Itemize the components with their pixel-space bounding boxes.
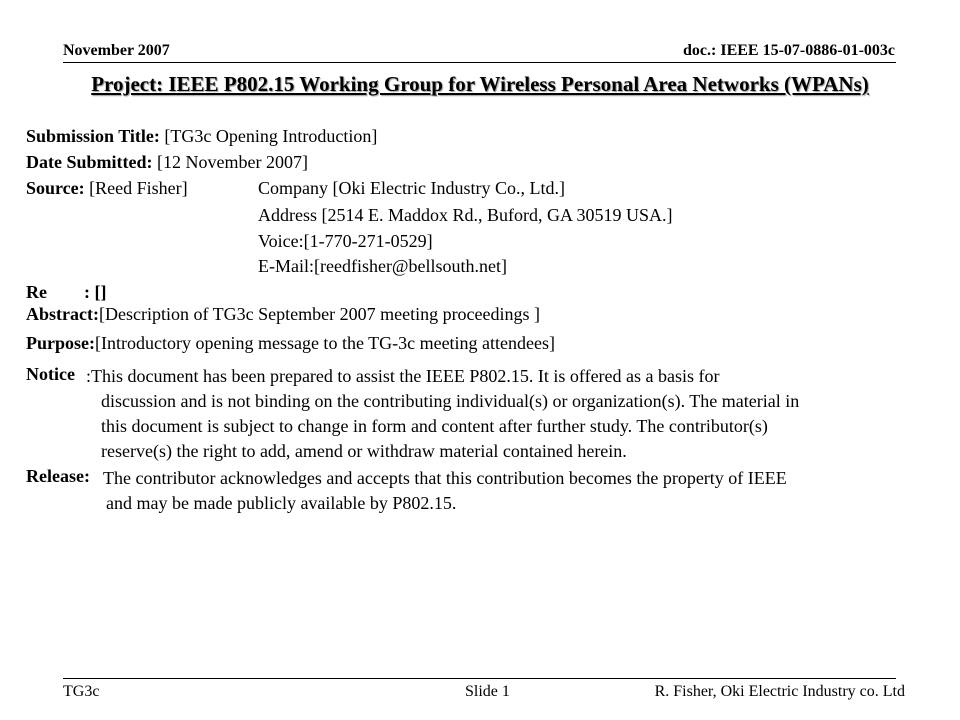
source-company: Company [Oki Electric Industry Co., Ltd.] [258, 178, 565, 198]
release-line: The contributor acknowledges and accepts that this contribution becomes the property of IEEE [103, 468, 787, 488]
submission-title-row [26, 126, 377, 147]
footer-slide-number: Slide 1 [465, 683, 510, 700]
re-value: : [] [84, 282, 107, 302]
date-submitted-value: [12 November 2007] [157, 152, 308, 172]
date-submitted-row [26, 152, 308, 173]
footer-author: R. Fisher, Oki Electric Industry co. Ltd [654, 683, 905, 700]
footer-group: TG3c [63, 683, 100, 700]
header-divider [63, 62, 896, 63]
source-label: Source: [26, 178, 85, 198]
purpose-label: Purpose: [26, 333, 95, 353]
notice-label-row [26, 364, 75, 385]
source-address: Address [2514 E. Maddox Rd., Buford, GA 30519 USA.] [258, 205, 673, 225]
header-doc-id: doc.: IEEE 15-07-0886-01-003c [683, 42, 895, 59]
abstract-label: Abstract: [26, 304, 99, 324]
source-email: E-Mail:[reedfisher@bellsouth.net] [258, 256, 507, 276]
header-date: November 2007 [63, 42, 170, 59]
release-label-row [26, 466, 90, 487]
abstract-row [26, 304, 540, 325]
notice-text [86, 364, 799, 464]
release-line: and may be made publicly available by P802.15. [106, 493, 457, 513]
notice-line: this document is subject to change in form and content after further study. The contributor(s) [101, 416, 768, 436]
submission-title-label: Submission Title: [26, 126, 160, 146]
abstract-value: [Description of TG3c September 2007 meeting proceedings ] [98, 304, 541, 324]
re-row [26, 282, 47, 303]
re-label: Re [26, 282, 47, 302]
purpose-row [26, 333, 555, 354]
notice-line: discussion and is not binding on the contributing individual(s) or organization(s). The material in [101, 391, 800, 411]
submission-title-value: [TG3c Opening Introduction] [164, 126, 378, 146]
project-title: Project: IEEE P802.15 Working Group for Wireless Personal Area Networks (WPANs) [91, 72, 869, 96]
purpose-value: [Introductory opening message to the TG-3c meeting attendees] [95, 333, 556, 353]
release-label: Release: [26, 466, 90, 486]
source-row [26, 178, 188, 199]
date-submitted-label: Date Submitted: [26, 152, 153, 172]
release-text [103, 466, 787, 516]
notice-line: reserve(s) the right to add, amend or withdraw material contained herein. [101, 441, 627, 461]
source-voice: Voice:[1-770-271-0529] [258, 231, 433, 251]
footer-divider [63, 678, 896, 679]
notice-line: :This document has been prepared to assist the IEEE P802.15. It is offered as a basis for [86, 366, 720, 386]
source-value: [Reed Fisher] [89, 178, 188, 198]
notice-label: Notice [26, 364, 75, 384]
